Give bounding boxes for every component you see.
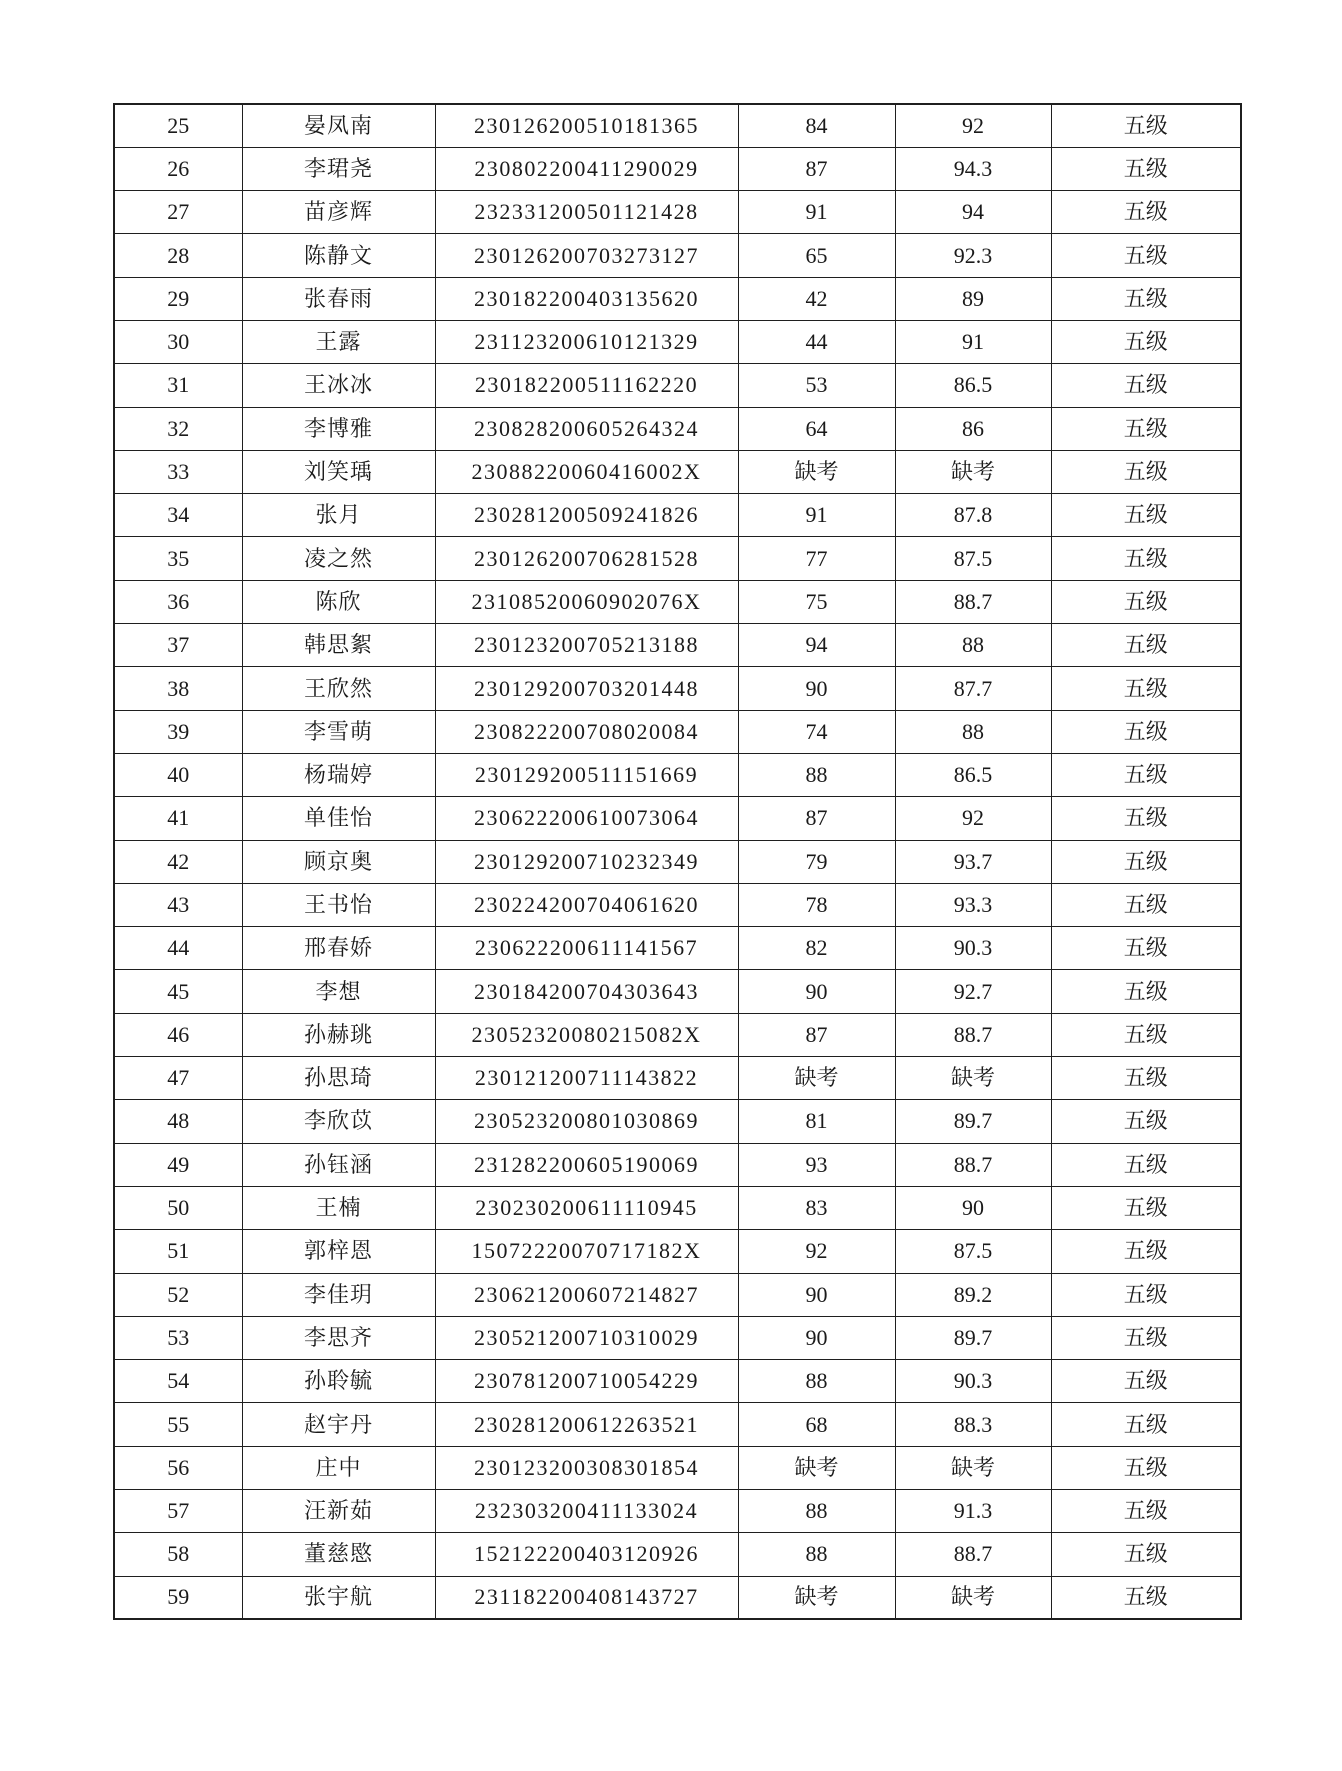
cell-id-number: 230129200511151669 xyxy=(435,753,738,796)
cell-level: 五级 xyxy=(1051,667,1241,710)
cell-id-number: 23052320080215082X xyxy=(435,1013,738,1056)
table-row xyxy=(114,494,1241,537)
cell-score-2: 87.5 xyxy=(895,1230,1051,1273)
cell-score-2: 缺考 xyxy=(895,1446,1051,1489)
table-row xyxy=(114,1576,1241,1619)
cell-level: 五级 xyxy=(1051,364,1241,407)
table-row xyxy=(114,407,1241,450)
table-row xyxy=(114,1403,1241,1446)
cell-name: 陈欣 xyxy=(242,580,435,623)
cell-id-number: 230126200510181365 xyxy=(435,104,738,147)
cell-id-number: 230224200704061620 xyxy=(435,883,738,926)
cell-score-2: 88 xyxy=(895,624,1051,667)
cell-name: 王冰冰 xyxy=(242,364,435,407)
cell-score-2: 缺考 xyxy=(895,450,1051,493)
cell-row-number: 58 xyxy=(114,1533,242,1576)
cell-name: 孙聆毓 xyxy=(242,1360,435,1403)
cell-level: 五级 xyxy=(1051,494,1241,537)
cell-id-number: 230822200708020084 xyxy=(435,710,738,753)
cell-score-2: 86 xyxy=(895,407,1051,450)
cell-row-number: 54 xyxy=(114,1360,242,1403)
cell-level: 五级 xyxy=(1051,1490,1241,1533)
cell-id-number: 230129200703201448 xyxy=(435,667,738,710)
cell-score-2: 94.3 xyxy=(895,147,1051,190)
table-row xyxy=(114,970,1241,1013)
cell-id-number: 230126200706281528 xyxy=(435,537,738,580)
cell-score-1: 64 xyxy=(738,407,895,450)
cell-name: 李博雅 xyxy=(242,407,435,450)
cell-score-2: 89.2 xyxy=(895,1273,1051,1316)
table-row xyxy=(114,1273,1241,1316)
cell-row-number: 51 xyxy=(114,1230,242,1273)
cell-score-1: 88 xyxy=(738,1533,895,1576)
cell-row-number: 35 xyxy=(114,537,242,580)
cell-id-number: 231182200408143727 xyxy=(435,1576,738,1619)
cell-score-2: 91 xyxy=(895,320,1051,363)
cell-level: 五级 xyxy=(1051,537,1241,580)
cell-score-1: 87 xyxy=(738,797,895,840)
cell-row-number: 40 xyxy=(114,753,242,796)
cell-name: 李想 xyxy=(242,970,435,1013)
cell-score-1: 87 xyxy=(738,1013,895,1056)
cell-score-1: 42 xyxy=(738,277,895,320)
cell-level: 五级 xyxy=(1051,1576,1241,1619)
cell-level: 五级 xyxy=(1051,1273,1241,1316)
cell-id-number: 230123200705213188 xyxy=(435,624,738,667)
cell-name: 郭梓恩 xyxy=(242,1230,435,1273)
cell-score-2: 88.7 xyxy=(895,1533,1051,1576)
cell-row-number: 44 xyxy=(114,927,242,970)
cell-name: 韩思絮 xyxy=(242,624,435,667)
cell-level: 五级 xyxy=(1051,927,1241,970)
cell-level: 五级 xyxy=(1051,1100,1241,1143)
table-row xyxy=(114,104,1241,147)
cell-score-2: 87.5 xyxy=(895,537,1051,580)
cell-row-number: 43 xyxy=(114,883,242,926)
cell-row-number: 31 xyxy=(114,364,242,407)
table-row xyxy=(114,147,1241,190)
cell-score-1: 84 xyxy=(738,104,895,147)
cell-score-1: 缺考 xyxy=(738,1057,895,1100)
cell-level: 五级 xyxy=(1051,797,1241,840)
cell-score-1: 65 xyxy=(738,234,895,277)
cell-row-number: 55 xyxy=(114,1403,242,1446)
cell-score-1: 88 xyxy=(738,1490,895,1533)
table-row xyxy=(114,1360,1241,1403)
cell-row-number: 50 xyxy=(114,1186,242,1229)
cell-score-1: 87 xyxy=(738,147,895,190)
table-row xyxy=(114,1316,1241,1359)
cell-row-number: 59 xyxy=(114,1576,242,1619)
cell-score-1: 93 xyxy=(738,1143,895,1186)
cell-score-2: 91.3 xyxy=(895,1490,1051,1533)
cell-score-2: 88 xyxy=(895,710,1051,753)
cell-name: 汪新茹 xyxy=(242,1490,435,1533)
cell-score-2: 90.3 xyxy=(895,1360,1051,1403)
cell-score-2: 86.5 xyxy=(895,753,1051,796)
cell-id-number: 230622200610073064 xyxy=(435,797,738,840)
table-row xyxy=(114,364,1241,407)
cell-id-number: 230121200711143822 xyxy=(435,1057,738,1100)
cell-id-number: 230123200308301854 xyxy=(435,1446,738,1489)
table-row xyxy=(114,797,1241,840)
cell-id-number: 230129200710232349 xyxy=(435,840,738,883)
cell-name: 李雪萌 xyxy=(242,710,435,753)
cell-score-2: 89.7 xyxy=(895,1316,1051,1359)
cell-level: 五级 xyxy=(1051,580,1241,623)
cell-name: 张宇航 xyxy=(242,1576,435,1619)
cell-name: 苗彦辉 xyxy=(242,191,435,234)
cell-row-number: 45 xyxy=(114,970,242,1013)
cell-row-number: 47 xyxy=(114,1057,242,1100)
cell-name: 杨瑞婷 xyxy=(242,753,435,796)
cell-row-number: 46 xyxy=(114,1013,242,1056)
cell-name: 庄中 xyxy=(242,1446,435,1489)
cell-score-1: 88 xyxy=(738,753,895,796)
cell-score-2: 87.8 xyxy=(895,494,1051,537)
cell-row-number: 56 xyxy=(114,1446,242,1489)
cell-level: 五级 xyxy=(1051,277,1241,320)
cell-level: 五级 xyxy=(1051,1143,1241,1186)
cell-score-2: 90 xyxy=(895,1186,1051,1229)
cell-score-1: 90 xyxy=(738,667,895,710)
cell-level: 五级 xyxy=(1051,1013,1241,1056)
cell-name: 张月 xyxy=(242,494,435,537)
cell-name: 顾京奥 xyxy=(242,840,435,883)
cell-id-number: 230621200607214827 xyxy=(435,1273,738,1316)
cell-row-number: 41 xyxy=(114,797,242,840)
cell-level: 五级 xyxy=(1051,840,1241,883)
cell-score-2: 94 xyxy=(895,191,1051,234)
score-table xyxy=(113,103,1242,1620)
cell-score-2: 缺考 xyxy=(895,1576,1051,1619)
cell-id-number: 230781200710054229 xyxy=(435,1360,738,1403)
cell-score-2: 89.7 xyxy=(895,1100,1051,1143)
cell-score-1: 82 xyxy=(738,927,895,970)
cell-score-1: 77 xyxy=(738,537,895,580)
table-row xyxy=(114,883,1241,926)
cell-level: 五级 xyxy=(1051,450,1241,493)
cell-id-number: 230281200612263521 xyxy=(435,1403,738,1446)
cell-score-2: 92.7 xyxy=(895,970,1051,1013)
cell-id-number: 230802200411290029 xyxy=(435,147,738,190)
cell-name: 王露 xyxy=(242,320,435,363)
cell-name: 陈静文 xyxy=(242,234,435,277)
table-row xyxy=(114,1230,1241,1273)
cell-name: 王楠 xyxy=(242,1186,435,1229)
cell-row-number: 57 xyxy=(114,1490,242,1533)
cell-level: 五级 xyxy=(1051,970,1241,1013)
table-row xyxy=(114,234,1241,277)
table-row xyxy=(114,580,1241,623)
table-row xyxy=(114,1446,1241,1489)
cell-level: 五级 xyxy=(1051,1403,1241,1446)
cell-row-number: 27 xyxy=(114,191,242,234)
table-row xyxy=(114,1186,1241,1229)
cell-score-1: 74 xyxy=(738,710,895,753)
cell-id-number: 230230200611110945 xyxy=(435,1186,738,1229)
cell-score-2: 89 xyxy=(895,277,1051,320)
table-row xyxy=(114,1143,1241,1186)
cell-score-2: 88.7 xyxy=(895,580,1051,623)
cell-name: 董慈愍 xyxy=(242,1533,435,1576)
cell-score-1: 90 xyxy=(738,1273,895,1316)
cell-level: 五级 xyxy=(1051,191,1241,234)
cell-score-2: 86.5 xyxy=(895,364,1051,407)
cell-level: 五级 xyxy=(1051,147,1241,190)
cell-row-number: 49 xyxy=(114,1143,242,1186)
cell-id-number: 230622200611141567 xyxy=(435,927,738,970)
cell-row-number: 39 xyxy=(114,710,242,753)
cell-name: 张春雨 xyxy=(242,277,435,320)
cell-row-number: 33 xyxy=(114,450,242,493)
cell-row-number: 25 xyxy=(114,104,242,147)
table-row xyxy=(114,840,1241,883)
cell-score-1: 92 xyxy=(738,1230,895,1273)
score-table-body xyxy=(114,104,1241,1619)
cell-level: 五级 xyxy=(1051,234,1241,277)
cell-score-2: 92.3 xyxy=(895,234,1051,277)
table-row xyxy=(114,753,1241,796)
cell-score-1: 90 xyxy=(738,1316,895,1359)
cell-level: 五级 xyxy=(1051,1316,1241,1359)
cell-id-number: 230281200509241826 xyxy=(435,494,738,537)
cell-level: 五级 xyxy=(1051,1057,1241,1100)
cell-name: 孙思琦 xyxy=(242,1057,435,1100)
cell-name: 单佳怡 xyxy=(242,797,435,840)
table-row xyxy=(114,1100,1241,1143)
cell-name: 孙钰涵 xyxy=(242,1143,435,1186)
cell-score-2: 88.7 xyxy=(895,1013,1051,1056)
cell-level: 五级 xyxy=(1051,1230,1241,1273)
cell-name: 凌之然 xyxy=(242,537,435,580)
cell-level: 五级 xyxy=(1051,1533,1241,1576)
cell-row-number: 38 xyxy=(114,667,242,710)
cell-score-2: 缺考 xyxy=(895,1057,1051,1100)
cell-row-number: 52 xyxy=(114,1273,242,1316)
cell-level: 五级 xyxy=(1051,1186,1241,1229)
cell-name: 李欣苡 xyxy=(242,1100,435,1143)
cell-row-number: 26 xyxy=(114,147,242,190)
cell-score-1: 79 xyxy=(738,840,895,883)
cell-row-number: 53 xyxy=(114,1316,242,1359)
cell-score-1: 83 xyxy=(738,1186,895,1229)
cell-name: 刘笑瑀 xyxy=(242,450,435,493)
cell-level: 五级 xyxy=(1051,1360,1241,1403)
table-row xyxy=(114,1533,1241,1576)
cell-row-number: 29 xyxy=(114,277,242,320)
cell-id-number: 230182200511162220 xyxy=(435,364,738,407)
cell-score-1: 68 xyxy=(738,1403,895,1446)
cell-level: 五级 xyxy=(1051,710,1241,753)
cell-score-1: 53 xyxy=(738,364,895,407)
cell-score-1: 75 xyxy=(738,580,895,623)
table-row xyxy=(114,667,1241,710)
table-row xyxy=(114,277,1241,320)
cell-score-1: 88 xyxy=(738,1360,895,1403)
cell-score-1: 81 xyxy=(738,1100,895,1143)
cell-score-1: 91 xyxy=(738,494,895,537)
cell-name: 王欣然 xyxy=(242,667,435,710)
cell-level: 五级 xyxy=(1051,883,1241,926)
cell-level: 五级 xyxy=(1051,1446,1241,1489)
cell-score-1: 78 xyxy=(738,883,895,926)
cell-score-1: 缺考 xyxy=(738,1576,895,1619)
cell-row-number: 42 xyxy=(114,840,242,883)
table-row xyxy=(114,191,1241,234)
cell-id-number: 231123200610121329 xyxy=(435,320,738,363)
cell-row-number: 34 xyxy=(114,494,242,537)
cell-id-number: 15072220070717182X xyxy=(435,1230,738,1273)
table-row xyxy=(114,537,1241,580)
cell-id-number: 230182200403135620 xyxy=(435,277,738,320)
table-row xyxy=(114,450,1241,493)
cell-score-2: 88.3 xyxy=(895,1403,1051,1446)
cell-id-number: 231282200605190069 xyxy=(435,1143,738,1186)
table-row xyxy=(114,1490,1241,1533)
cell-id-number: 230184200704303643 xyxy=(435,970,738,1013)
cell-row-number: 32 xyxy=(114,407,242,450)
cell-id-number: 230828200605264324 xyxy=(435,407,738,450)
cell-score-1: 90 xyxy=(738,970,895,1013)
cell-name: 李佳玥 xyxy=(242,1273,435,1316)
table-row xyxy=(114,710,1241,753)
cell-id-number: 152122200403120926 xyxy=(435,1533,738,1576)
cell-id-number: 23088220060416002X xyxy=(435,450,738,493)
table-row xyxy=(114,624,1241,667)
cell-score-1: 缺考 xyxy=(738,1446,895,1489)
cell-score-2: 92 xyxy=(895,104,1051,147)
cell-level: 五级 xyxy=(1051,104,1241,147)
cell-row-number: 28 xyxy=(114,234,242,277)
cell-row-number: 30 xyxy=(114,320,242,363)
cell-row-number: 37 xyxy=(114,624,242,667)
cell-id-number: 230126200703273127 xyxy=(435,234,738,277)
cell-score-1: 91 xyxy=(738,191,895,234)
cell-name: 晏凤南 xyxy=(242,104,435,147)
cell-name: 李珺尧 xyxy=(242,147,435,190)
cell-level: 五级 xyxy=(1051,753,1241,796)
cell-level: 五级 xyxy=(1051,320,1241,363)
cell-name: 王书怡 xyxy=(242,883,435,926)
cell-id-number: 230523200801030869 xyxy=(435,1100,738,1143)
cell-level: 五级 xyxy=(1051,407,1241,450)
cell-score-2: 87.7 xyxy=(895,667,1051,710)
cell-score-2: 92 xyxy=(895,797,1051,840)
cell-name: 邢春娇 xyxy=(242,927,435,970)
table-row xyxy=(114,1057,1241,1100)
cell-name: 李思齐 xyxy=(242,1316,435,1359)
cell-id-number: 23108520060902076X xyxy=(435,580,738,623)
cell-name: 赵宇丹 xyxy=(242,1403,435,1446)
cell-id-number: 230521200710310029 xyxy=(435,1316,738,1359)
cell-row-number: 36 xyxy=(114,580,242,623)
cell-row-number: 48 xyxy=(114,1100,242,1143)
cell-score-2: 88.7 xyxy=(895,1143,1051,1186)
cell-score-2: 90.3 xyxy=(895,927,1051,970)
cell-score-1: 94 xyxy=(738,624,895,667)
cell-name: 孙赫珧 xyxy=(242,1013,435,1056)
cell-score-1: 缺考 xyxy=(738,450,895,493)
table-row xyxy=(114,927,1241,970)
cell-id-number: 232303200411133024 xyxy=(435,1490,738,1533)
table-row xyxy=(114,1013,1241,1056)
cell-id-number: 232331200501121428 xyxy=(435,191,738,234)
cell-level: 五级 xyxy=(1051,624,1241,667)
cell-score-1: 44 xyxy=(738,320,895,363)
table-row xyxy=(114,320,1241,363)
cell-score-2: 93.7 xyxy=(895,840,1051,883)
cell-score-2: 93.3 xyxy=(895,883,1051,926)
